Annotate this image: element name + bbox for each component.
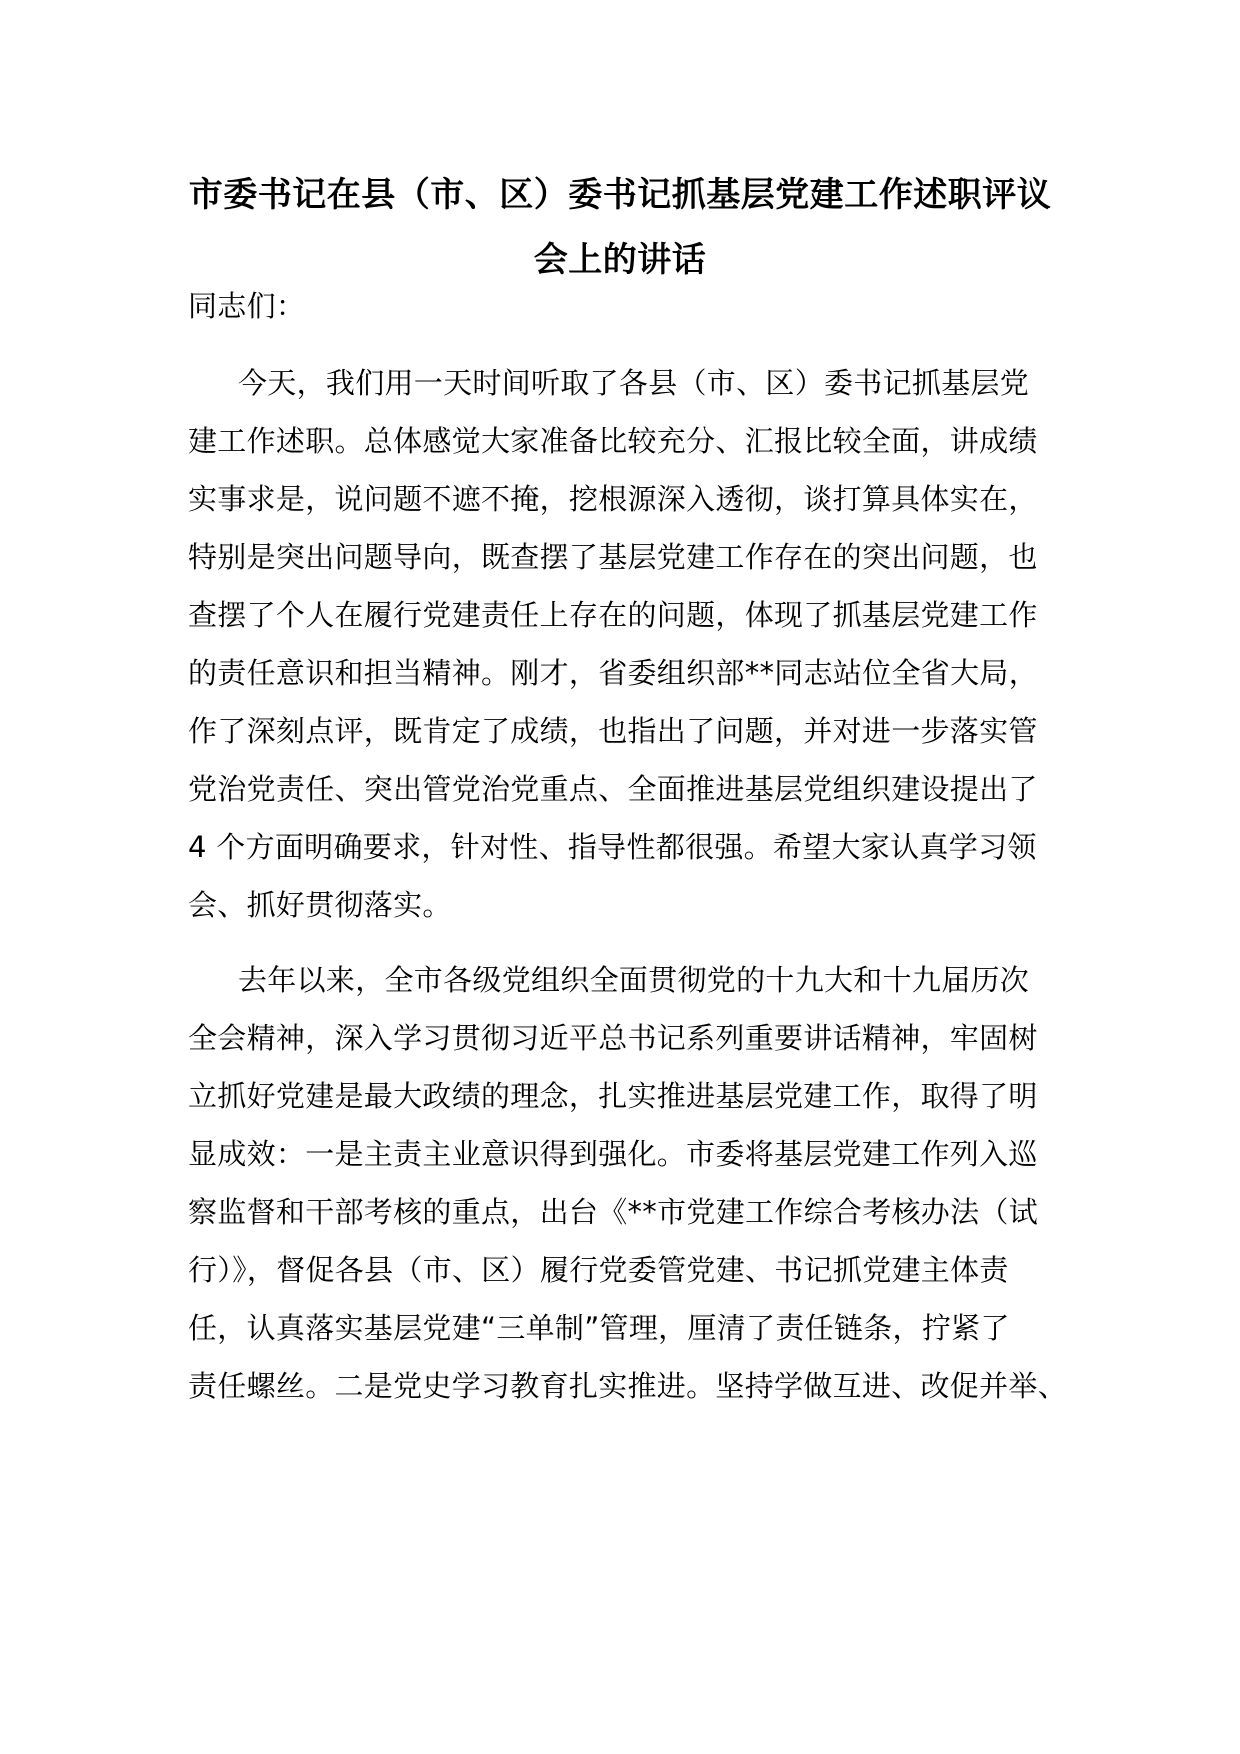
paragraph-1-line-2: 建工作述职。总体感觉大家准备比较充分、汇报比较全面，讲成绩 (188, 424, 1038, 458)
paragraph-1-line-8: 党治党责任、突出管党治党重点、全面推进基层党组织建设提出了 (188, 772, 1038, 806)
paragraph-2-line-2: 全会精神，深入学习贯彻习近平总书记系列重要讲话精神，牢固树 (188, 1021, 1038, 1055)
document-title-line-1: 市委书记在县（市、区）委书记抓基层党建工作述职评议 (188, 175, 1052, 215)
paragraph-1-line-9: 4 个方面明确要求，针对性、指导性都很强。希望大家认真学习领 (188, 830, 1037, 864)
document-title-line-2: 会上的讲话 (533, 240, 707, 280)
paragraph-1-line-4: 特别是突出问题导向，既查摆了基层党建工作存在的突出问题，也 (188, 540, 1038, 574)
paragraph-2-line-3: 立抓好党建是最大政绩的理念，扎实推进基层党建工作，取得了明 (188, 1079, 1038, 1113)
paragraph-2-line-7: 任，认真落实基层党建“三单制”管理，厘清了责任链条，拧紧了 (188, 1311, 1010, 1345)
paragraph-2-line-6: 行）》，督促各县（市、区）履行党委管党建、书记抓党建主体责 (188, 1253, 1009, 1287)
paragraph-1-line-10: 会、抓好贯彻落实。 (188, 888, 452, 922)
paragraph-2-line-1: 去年以来，全市各级党组织全面贯彻党的十九大和十九届历次 (238, 963, 1030, 997)
paragraph-1-line-3: 实事求是，说问题不遮不掩，挖根源深入透彻，谈打算具体实在， (188, 482, 1038, 516)
paragraph-1-line-6: 的责任意识和担当精神。刚才，省委组织部**同志站位全省大局， (188, 656, 1039, 690)
paragraph-2-line-4: 显成效：一是主责主业意识得到强化。市委将基层党建工作列入巡 (188, 1137, 1038, 1171)
paragraph-1-line-7: 作了深刻点评，既肯定了成绩，也指出了问题，并对进一步落实管 (188, 714, 1038, 748)
paragraph-2-line-5: 察监督和干部考核的重点，出台《**市党建工作综合考核办法（试 (188, 1195, 1039, 1229)
paragraph-1-line-5: 查摆了个人在履行党建责任上存在的问题，体现了抓基层党建工作 (188, 598, 1038, 632)
paragraph-2-line-8: 责任螺丝。二是党史学习教育扎实推进。坚持学做互进、改促并举、 (188, 1369, 1068, 1403)
paragraph-1-line-1: 今天，我们用一天时间听取了各县（市、区）委书记抓基层党 (238, 366, 1030, 400)
salutation: 同志们： (188, 289, 306, 323)
